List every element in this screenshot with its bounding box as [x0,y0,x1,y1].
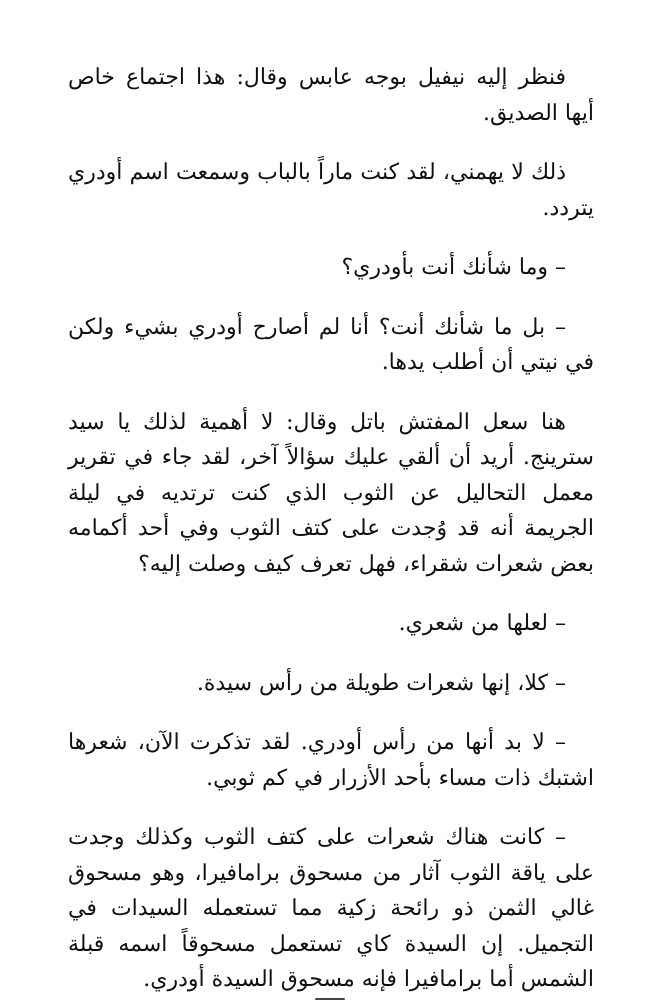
paragraph-3: هنا سعل المفتش باتل وقال: لا أهمية لذلك يا سيد سترينج. أريد أن ألقي عليك سؤالاً آخر، لقد جاء في تقرير معمل التحاليل عن الثوب الذي كنت ترتديه في ليلة الجريمة أنه قد وُجدت على كتف الثوب وفي أحد أكمامه بعض شعرات شقراء، فهل تعرف كيف وصلت إليه؟ [68,409,594,577]
dialog-line-2: – بل ما شأنك أنت؟ أنا لم أصارح أودري بشيء ولكن في نيتي أن أطلب يدها. [68,314,594,375]
dialog-line-4: – كلا، إنها شعرات طويلة من رأس سيدة. [196,670,566,696]
paragraph-2: ذلك لا يهمني، لقد كنت ماراً بالباب وسمعت اسم أودري يتردد. [68,160,594,221]
dialog-line-1: – وما شأنك أنت بأودري؟ [341,255,566,280]
dialog-line-6: – كانت هناك شعرات على كتف الثوب وكذلك وجدت على ياقة الثوب آثار من مسحوق برامافيرا، وهو مسحوق غالي الثمن ذو رائحة زكية مما تستعمله السيدات في التجميل. إن السيدة كاي تستعمل مسحوقاً اسمه قبلة الشمس أما برامافيرا فإنه مسحوق السيدة أودري. [68,825,594,992]
dialog-line-5: – لا بد أنها من رأس أودري. لقد تذكرت الآن، شعرها اشتبك ذات مساء بأحد الأزرار في كم ثوبي. [68,730,594,791]
dialog-line-3: – لعلها من شعري. [398,611,566,636]
paragraph-1: فنظر إليه نيفيل بوجه عابس وقال: هذا اجتماع خاص أيها الصديق. [68,65,594,126]
